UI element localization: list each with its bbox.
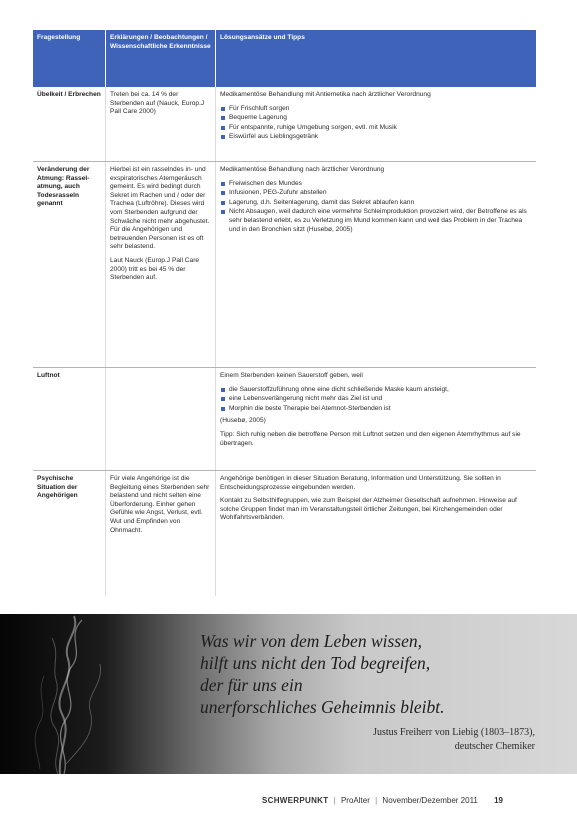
explanation-paragraph: Treten bei ca. 14 % der Sterbenden auf (Nauck, Europ.J Pall Care 2000) bbox=[110, 91, 205, 116]
smoke-image bbox=[0, 614, 200, 774]
quote-banner bbox=[0, 614, 577, 774]
solution-item: Freiwischen des Mundes bbox=[220, 180, 532, 189]
solution-intro: Medikamentöse Behandlung nach ärztlicher Verordnung bbox=[220, 166, 385, 173]
solution-item: die Sauerstoffzuführung ohne eine dicht schließende Maske kaum ansteigt, bbox=[220, 386, 532, 395]
table-header-row bbox=[33, 30, 536, 87]
quote-line: Was wir von dem Leben wissen, bbox=[200, 631, 422, 651]
row-solution bbox=[215, 471, 536, 596]
row-solution bbox=[215, 162, 536, 367]
solution-list bbox=[220, 180, 532, 235]
table-row bbox=[33, 87, 536, 162]
footer-section: SCHWERPUNKT bbox=[262, 796, 329, 805]
row-category: Übelkeit / Erbrechen bbox=[37, 91, 101, 98]
quote-author-role: deutscher Chemiker bbox=[454, 741, 535, 752]
footer-separator: | bbox=[375, 796, 378, 805]
page-number: 19 bbox=[494, 796, 504, 805]
row-explanation bbox=[105, 368, 215, 470]
solution-note: (Husebø, 2005) bbox=[220, 417, 266, 425]
table-row bbox=[33, 368, 536, 471]
solution-item: eine Lebensverlängerung nicht mehr das Ziel ist und bbox=[220, 395, 532, 404]
solution-item: Bequeme Lagerung bbox=[220, 114, 532, 123]
solution-list bbox=[220, 386, 532, 414]
quote-attribution bbox=[373, 726, 535, 754]
header-question: Fragestellung bbox=[37, 34, 81, 41]
solution-note: Tipp: Sich ruhig neben die betroffene Person mit Luftnot setzen und den eigenen Atemrhythmus auf sie übertragen. bbox=[220, 430, 521, 447]
explanation-paragraph: Laut Nauck (Europ.J Pall Care 2000) tritt es bei 45 % der Sterbenden auf. bbox=[110, 256, 200, 282]
quote-author: Justus Freiherr von Liebig (1803–1873), bbox=[373, 727, 535, 738]
care-table bbox=[33, 30, 536, 596]
row-explanation bbox=[105, 87, 215, 161]
row-solution bbox=[215, 87, 536, 161]
row-category: Veränderung der Atmung: Rassel-atmung, auch Todesrasseln genannt bbox=[37, 166, 90, 208]
footer-issue: November/Dezember 2011 bbox=[382, 796, 478, 805]
solution-item: Nicht Absaugen, weil dadurch eine vermehrte Schleimproduktion provoziert wird, der Betroffene es als sehr belastend erlebt, es zu Verletzung im Mund kommen kann und weil das Problem in der Trachea und in den Bronchien sitzt (Husebø, 2005) bbox=[220, 208, 532, 234]
row-explanation bbox=[105, 471, 215, 596]
solution-intro: Einem Sterbenden keinen Sauerstoff geben, weil bbox=[220, 372, 363, 379]
page-footer bbox=[262, 796, 542, 805]
row-explanation bbox=[105, 162, 215, 367]
solution-item: Für Frischluft sorgen bbox=[220, 105, 532, 114]
solution-note: Kontakt zu Selbsthilfegruppen, wie zum Beispiel der Alzheimer Gesellschaft aufnehmen. Hinweise auf solche Gruppen findet man im Veranstaltungsteil örtlicher Zeitungen, bei Kirchengemeinden oder Wohlfahrtsverbänden. bbox=[220, 497, 517, 522]
table-row bbox=[33, 471, 536, 596]
solution-item: Infusionen, PEG-Zufuhr abstellen bbox=[220, 189, 532, 198]
quote-line: der für uns ein bbox=[200, 675, 303, 695]
explanation-paragraph: Hierbei ist ein rasselndes in- und exspiratorisches Atemgeräusch gemeint. Es wird bedingt durch Sekret im Rachen und / oder der Trachea (Luftröhre). Dieses wird vom Sterbenden aufgrund der Schwäche nicht mehr abgehustet. Für die Angehörigen und betreuenden Personen ist es oft sehr belastend. bbox=[110, 166, 210, 251]
footer-magazine: ProAlter bbox=[340, 796, 370, 805]
row-category: Psychische Situation der Angehörigen bbox=[37, 475, 78, 500]
solution-item: Eiswürfel aus Lieblingsgetränk bbox=[220, 133, 532, 142]
solution-item: Für entspannte, ruhige Umgebung sorgen, evtl. mit Musik bbox=[220, 124, 532, 133]
quote-line: hilft uns nicht den Tod begreifen, bbox=[200, 653, 431, 673]
solution-list bbox=[220, 105, 532, 142]
row-solution bbox=[215, 368, 536, 470]
header-solution: Lösungsansätze und Tipps bbox=[215, 30, 536, 87]
table-row bbox=[33, 162, 536, 368]
solution-item: Morphin die beste Therapie bei Atemnot-Sterbenden ist bbox=[220, 405, 532, 414]
solution-intro: Angehörige benötigen in dieser Situation Beratung, Information und Unterstützung. Sie sollten in Entscheidungsprozesse eingebunden werden. bbox=[220, 475, 501, 491]
quote-text bbox=[200, 630, 550, 718]
solution-item: Lagerung, d.h. Seitenlagerung, damit das Sekret ablaufen kann bbox=[220, 199, 532, 208]
explanation-paragraph: Für viele Angehörige ist die Begleitung eines Sterbenden sehr belastend und nicht selten eine Überforderung. Einher gehen Gefühle wie Angst, Verlust, evtl. Wut und Empfinden von Ohnmacht. bbox=[110, 475, 210, 534]
quote-line: unerforschliches Geheimnis bleibt. bbox=[200, 697, 445, 717]
header-explanation: Erklärungen / Beobachtungen / Wissenschaftliche Erkenntnisse bbox=[105, 30, 215, 87]
footer-separator: | bbox=[333, 796, 336, 805]
row-category: Luftnot bbox=[37, 372, 60, 379]
solution-intro: Medikamentöse Behandlung mit Antiemetika nach ärztlicher Verordnung bbox=[220, 91, 431, 98]
